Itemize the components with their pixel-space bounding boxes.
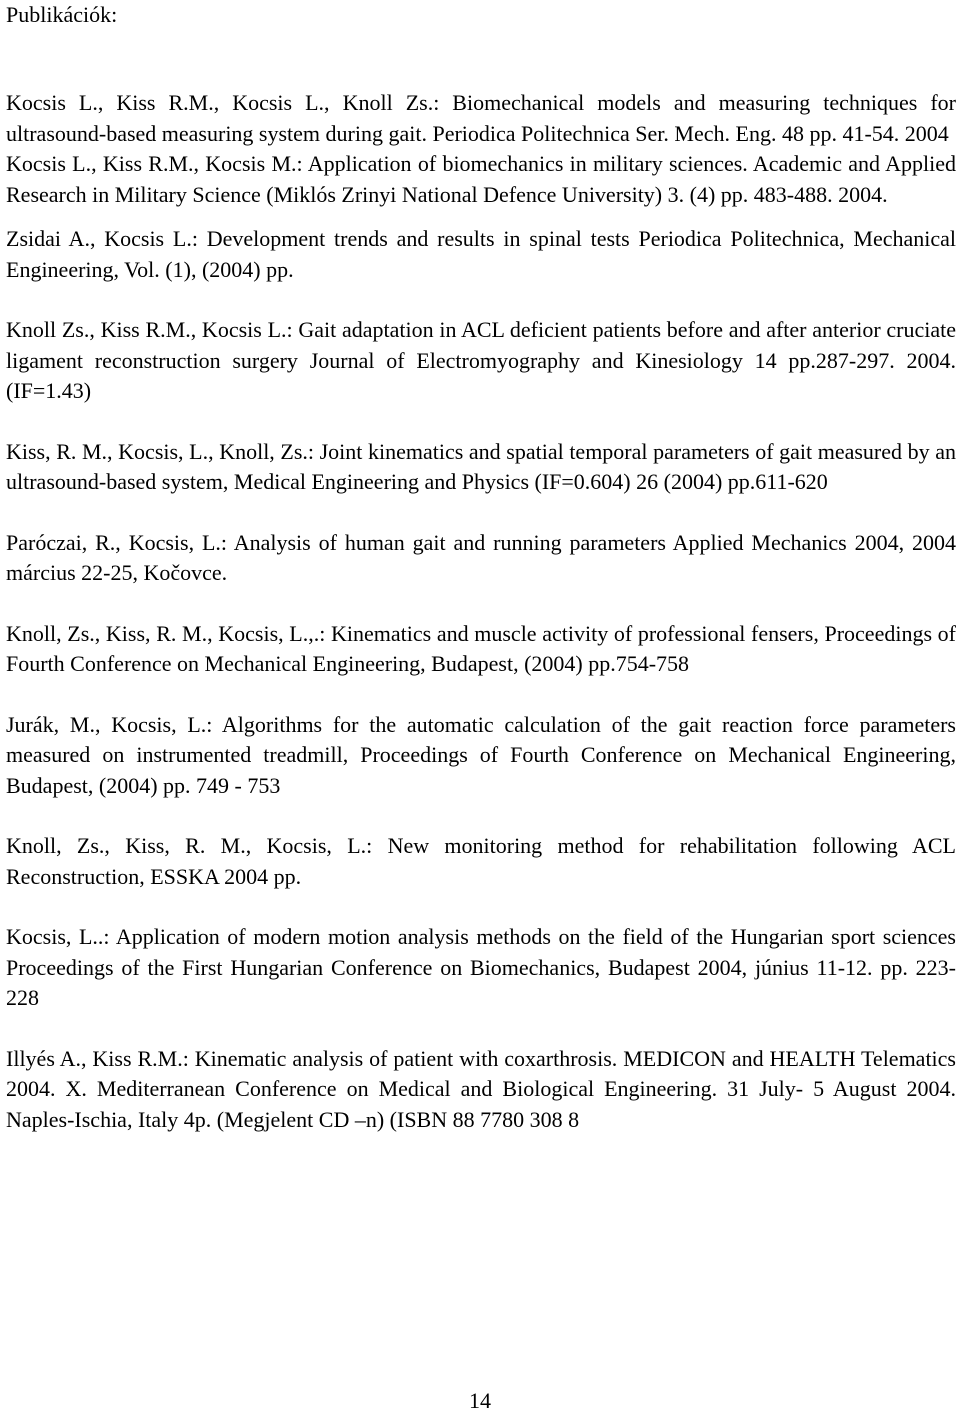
publication-entry: Jurák, M., Kocsis, L.: Algorithms for the automatic calculation of the gait reaction force parameters measured on instrumented treadmill, Proceedings of Fourth Conference on Mechanical Engineering, Budapest, (2004) pp. 749 - 753 [6,711,956,798]
publication-entry: Kocsis, L..: Application of modern motion analysis methods on the field of the Hungarian sport sciences Proceedings of the First Hungarian Conference on Biomechanics, Budapest 2004, június 11-12. pp. 223-228 [6,924,956,1010]
publication-entry: Knoll, Zs., Kiss, R. M., Kocsis, L.,.: Kinematics and muscle activity of professional fensers, Proceedings of Fourth Conference on Mechanical Engineering, Budapest, (2004) pp.754-758 [6,620,956,676]
publication-list [6,88,956,1135]
publication-entry: Kiss, R. M., Kocsis, L., Knoll, Zs.: Joint kinematics and spatial temporal parameters of gait measured by an ultrasound-based system, Medical Engineering and Physics (IF=0.604) 26 (2004) pp.611-620 [6,438,956,494]
publication-entry: Kocsis L., Kiss R.M., Kocsis L., Knoll Zs.: Biomechanical models and measuring techniques for ultrasound-based measuring system during gait. Periodica Politechnica Ser. Mech. Eng. 48 pp. 41-54. 2004 [6,90,956,146]
publication-entry: Knoll, Zs., Kiss, R. M., Kocsis, L.: New monitoring method for rehabilitation following ACL Reconstruction, ESSKA 2004 pp. [6,833,956,889]
page-number: 14 [469,1388,491,1413]
section-heading: Publikációk: [6,2,118,27]
publication-entry: Illyés A., Kiss R.M.: Kinematic analysis of patient with coxarthrosis. MEDICON and HEALTH Telematics 2004. X. Mediterranean Conference on Medical and Biological Engineering. 31 July- 5 August 2004. Naples-Ischia, Italy 4p. (Megjelent CD –n) (ISBN 88 7780 308 8 [6,1045,956,1132]
publication-entry: Paróczai, R., Kocsis, L.: Analysis of human gait and running parameters Applied Mechanics 2004, 2004 március 22-25, Kočovce. [6,529,956,585]
publication-entry: Kocsis L., Kiss R.M., Kocsis M.: Application of biomechanics in military sciences. Academic and Applied Research in Military Science (Miklós Zrinyi National Defence University) 3. (4) pp. 483-488. 2004. [6,151,956,207]
publication-entry: Knoll Zs., Kiss R.M., Kocsis L.: Gait adaptation in ACL deficient patients before and after anterior cruciate ligament reconstruction surgery Journal of Electromyography and Kinesiology 14 pp.287-297. 2004. (IF=1.43) [6,317,956,403]
publication-entry: Zsidai A., Kocsis L.: Development trends and results in spinal tests Periodica Politechnica, Mechanical Engineering, Vol. (1), (2004) pp. [6,226,956,282]
